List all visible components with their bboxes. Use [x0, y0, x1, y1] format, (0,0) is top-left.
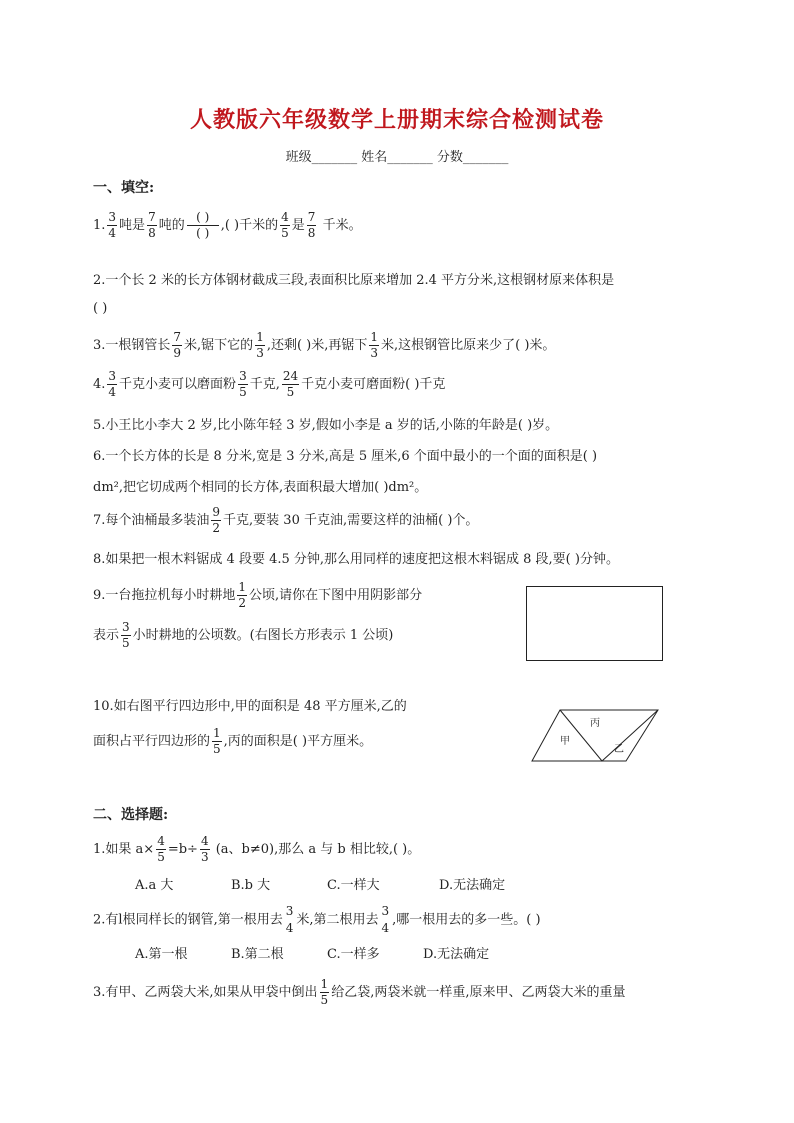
option-b[interactable]: B.b 大 — [231, 878, 271, 893]
question-1-6-line2: dm²,把它切成两个相同的长方体,表面积最大增加( )dm²。 — [93, 480, 428, 495]
question-2-3: 3.有甲、乙两袋大米,如果从甲袋中倒出 $\frac{1}{5}$ 给乙袋,两袋米就一样重,原来甲、乙两袋大米的重量 — [93, 977, 626, 1007]
option-d[interactable]: D.无法确定 — [439, 878, 506, 893]
question-1-7: 7.每个油桶最多装油 $\frac{9}{2}$ 千克,要装 30 千克油,需要这样的油桶( )个。 — [93, 505, 479, 535]
option-c[interactable]: C.一样多 — [327, 947, 380, 962]
option-b[interactable]: B.第二根 — [231, 947, 284, 962]
label-bing: 丙 — [590, 718, 600, 729]
fraction: $\frac{4}{5}$ — [281, 210, 289, 240]
fraction: $\frac{3}{4}$ — [108, 210, 117, 240]
question-1-4: 4. $\frac{3}{4}$ 千克小麦可以磨面粉 $\frac{3}{5}$ 千克, $\frac{24}{5}$ 千克小麦可磨面粉( )千克 — [93, 369, 446, 399]
question-1-6-line1: 6.一个长方体的长是 8 分米,宽是 3 分米,高是 5 厘米,6 个面中最小的一个面的面积是( ) — [93, 449, 598, 464]
question-2-1: 1.如果 a× $\frac{4}{5}$ =b÷ $\frac{4}{3}$ (a、b≠0),那么 a 与 b 相比较,( )。 — [93, 834, 421, 864]
section-heading-choice: 二、选择题: — [93, 807, 169, 823]
options-2-2 — [135, 945, 489, 965]
fraction-blank: $\frac{( )}{( )}$ — [187, 210, 219, 241]
option-c[interactable]: C.一样大 — [327, 878, 380, 893]
question-1-2-line2: ( ) — [93, 301, 108, 316]
fraction: $\frac{7}{8}$ — [307, 210, 316, 240]
question-2-2: 2.有l根同样长的钢管,第一根用去 3 4 米,第二根用去 3 4 ,哪一根用去的多一些。( ) — [93, 904, 541, 935]
option-a[interactable]: A.a 大 — [135, 878, 174, 893]
fraction: $\frac{7}{8}$ — [148, 210, 156, 240]
question-1-9-line2: 表示 $\frac{3}{5}$ 小时耕地的公顷数。(右图长方形表示 1 公顷) — [93, 620, 394, 650]
option-d[interactable]: D.无法确定 — [423, 947, 490, 962]
question-1-10-line2: 面积占平行四边形的 $\frac{1}{5}$ ,丙的面积是( )平方厘米。 — [93, 726, 373, 756]
parallelogram-figure — [530, 706, 665, 766]
question-1-3: 3.一根钢管长 $\frac{7}{9}$ 米,锯下它的 $\frac{1}{3}$ ,还剩( )米,再锯下 $\frac{1}{3}$ 米,这根钢管比原来少了( )米。 — [93, 330, 556, 360]
options-2-1 — [135, 876, 505, 896]
section-heading-fill-in: 一、填空: — [93, 180, 155, 196]
question-1-5: 5.小王比小李大 2 岁,比小陈年轻 3 岁,假如小李是 a 岁的话,小陈的年龄是( )岁。 — [93, 418, 559, 433]
question-1-8: 8.如果把一根木料锯成 4 段要 4.5 分钟,那么用同样的速度把这根木料锯成 8 段,要( )分钟。 — [93, 552, 619, 567]
student-info-line: 班级_______ 姓名_______ 分数_______ — [285, 150, 509, 165]
question-1-10-line1: 10.如右图平行四边形中,甲的面积是 48 平方厘米,乙的 — [93, 699, 407, 714]
label-yi: 乙 — [614, 744, 624, 755]
label-jia: 甲 — [560, 736, 570, 747]
question-1-9-line1: 9.一台拖拉机每小时耕地 $\frac{1}{2}$ 公顷,请你在下图中用阴影部分 — [93, 580, 423, 610]
question-1-1: 1. $\frac{3}{4}$ 吨是 $\frac{7}{8}$ 吨的 $\frac{( )}{( )}$ ,( )千米的 $\frac{4}{5}$ 是 $\frac{7}{8}$ 千米。 — [93, 210, 362, 240]
question-1-2-line1: 2.一个长 2 米的长方体钢材截成三段,表面积比原来增加 2.4 平方分米,这根钢材原来体积是 — [93, 273, 615, 288]
rectangle-figure — [526, 586, 663, 661]
option-a[interactable]: A.第一根 — [135, 947, 188, 962]
page-title: 人教版六年级数学上册期末综合检测试卷 — [189, 107, 604, 133]
